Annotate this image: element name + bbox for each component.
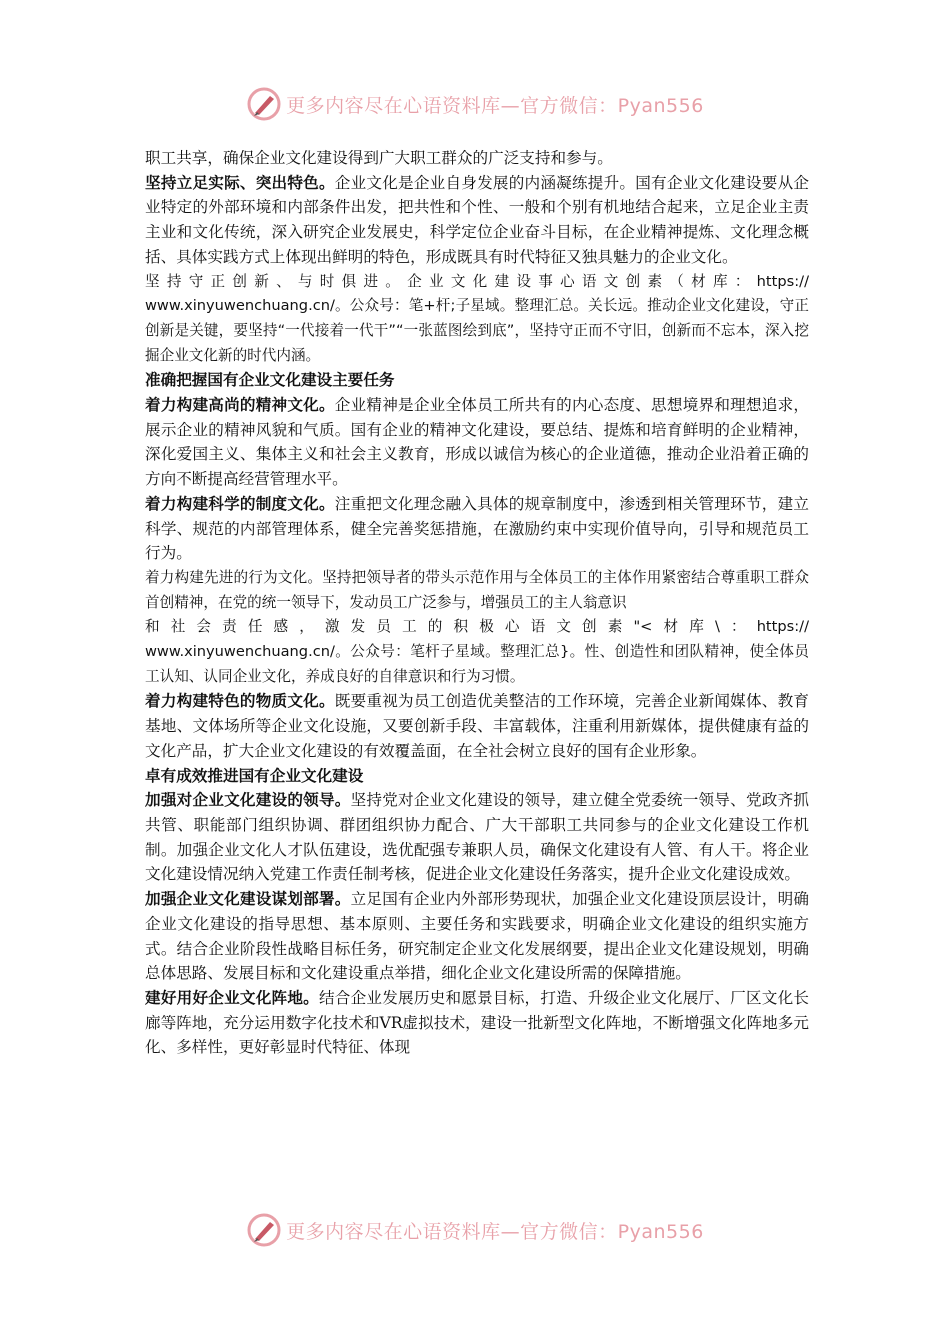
paragraph: 着力构建特色的物质文化。既要重视为员工创造优美整洁的工作环境，完善企业新闻媒体、教育基地、文体场所等企业文化设施，又要创新手段、丰富载体，注重利用新媒体，提供健康有益的文化产品，扩大企业文化建设的有效覆盖面，在全社会树立良好的国有企业形象。: [145, 691, 809, 760]
paragraph-line: www.xinyuwenchuang.cn/。公众号：笔+杆;子星域。整理汇总。关长远。推动企业文化建设，守正创新是关键，要坚持“一代接着一代干”“一张蓝图绘到底”，坚持守正而不守旧，创新而不忘本，深入挖掘企业文化新的时代内涵。: [145, 297, 809, 364]
banner-text: 更多内容尽在心语资料库—官方微信：Pyan556: [286, 94, 704, 117]
document-body: [145, 146, 809, 1060]
paragraph-lead: 坚持立足实际、突出特色。: [145, 172, 335, 192]
header-banner: [0, 84, 950, 124]
paragraph: [145, 566, 809, 690]
paragraph-line: 和社会责任感，激发员工的积极心语文创素"<材库\：https://: [145, 618, 809, 636]
paragraph-lead: 建好用好企业文化阵地。: [145, 987, 319, 1007]
paragraph-line: 着力构建先进的行为文化。坚持把领导者的带头示范作用与全体员工的主体作用紧密结合尊重职工群众首创精神，在党的统一领导下，发动员工广泛参与，增强员工的主人翁意识: [145, 568, 809, 611]
section-heading: 准确把握国有企业文化建设主要任务: [145, 371, 395, 390]
paragraph-line: 坚持守正创新、与时俱进。企业文化建设事心语文创素（材库：https://: [145, 272, 809, 290]
pen-logo-icon: [246, 1212, 282, 1248]
paragraph-lead: 着力构建特色的物质文化。: [145, 691, 335, 711]
paragraph: 着力构建高尚的精神文化。企业精神是企业全体员工所共有的内心态度、思想境界和理想追求，展示企业的精神风貌和气质。国有企业的精神文化建设，要总结、提炼和培育鲜明的企业精神，深化爱国主义、集体主义和社会主义教育，形成以诚信为核心的企业道德，推动企业沿着正确的方向不断提高经营管理水平。: [145, 395, 809, 489]
paragraph-line: www.xinyuwenchuang.cn/。公众号：笔杆子星域。整理汇总}。性、创造性和团队精神，使全体员工认知、认同企业文化，养成良好的自律意识和行为习惯。: [145, 643, 809, 685]
footer-banner: [0, 1210, 950, 1250]
paragraph: [145, 270, 809, 369]
paragraph: 加强企业文化建设谋划部署。立足国有企业内外部形势现状，加强企业文化建设顶层设计，明确企业文化建设的指导思想、基本原则、主要任务和实践要求，明确企业文化建设的组织实施方式。结合企业阶段性战略目标任务，研究制定企业文化发展纲要，提出企业文化建设规划，明确总体思路、发展目标和文化建设重点举措，细化企业文化建设所需的保障措施。: [145, 889, 809, 983]
banner-text: 更多内容尽在心语资料库—官方微信：Pyan556: [286, 1220, 704, 1243]
paragraph: 坚持立足实际、突出特色。企业文化是企业自身发展的内涵凝练提升。国有企业文化建设要从企业特定的外部环境和内部条件出发，把共性和个性、一般和个别有机地结合起来，立足企业主责主业和文化传统，深入研究企业发展史，科学定位企业奋斗目标，在企业精神提炼、文化理念概括、具体实践方式上体现出鲜明的特色，形成既具有时代特征又独具魅力的企业文化。: [145, 172, 809, 266]
paragraph: 职工共享，确保企业文化建设得到广大职工群众的广泛支持和参与。: [145, 149, 613, 167]
paragraph: 建好用好企业文化阵地。结合企业发展历史和愿景目标，打造、升级企业文化展厅、厂区文化长廊等阵地，充分运用数字化技术和VR虚拟技术，建设一批新型文化阵地，不断增强文化阵地多元化、多样性，更好彰显时代特征、体现: [145, 987, 809, 1057]
section-heading: 卓有成效推进国有企业文化建设: [145, 766, 364, 785]
paragraph-lead: 着力构建高尚的精神文化。: [145, 395, 335, 415]
paragraph-lead: 加强企业文化建设谋划部署。: [145, 889, 351, 909]
paragraph-lead: 着力构建科学的制度文化。: [145, 493, 335, 513]
paragraph: 加强对企业文化建设的领导。坚持党对企业文化建设的领导，建立健全党委统一领导、党政齐抓共管、职能部门组织协调、群团组织协力配合、广大干部职工共同参与的企业文化建设工作机制。加强企业文化人才队伍建设，选优配强专兼职人员，确保文化建设有人管、有人干。将企业文化建设情况纳入党建工作责任制考核，促进企业文化建设任务落实，提升企业文化建设成效。: [145, 790, 809, 884]
paragraph-lead: 加强对企业文化建设的领导。: [145, 790, 351, 810]
paragraph: 着力构建科学的制度文化。注重把文化理念融入具体的规章制度中，渗透到相关管理环节，建立科学、规范的内部管理体系，健全完善奖惩措施，在激励约束中实现价值导向，引导和规范员工行为。: [145, 493, 809, 563]
pen-logo-icon: [246, 86, 282, 122]
